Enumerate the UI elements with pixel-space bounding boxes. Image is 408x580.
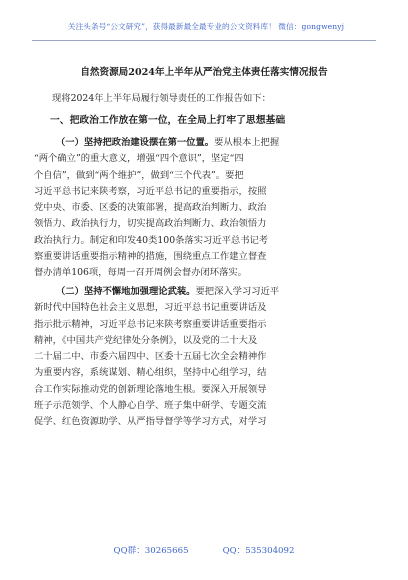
paragraph-theory-study bbox=[34, 284, 362, 431]
subsection-heading-2: （二）坚持不懈地加强理论武装。 bbox=[56, 286, 196, 297]
document-title: 自然资源局2024年上半年从严治党主体责任落实情况报告 bbox=[80, 67, 328, 78]
paragraph-line: 二十届二中、市委六届四中、区委十五届七次全会精神作 bbox=[34, 351, 267, 363]
intro-paragraph: 现将2024年上半年局履行领导责任的工作报告如下： bbox=[52, 93, 271, 104]
paragraph-line: 督办清单106项，每周一召开周例会督办闭环落实。 bbox=[34, 267, 247, 279]
paragraph-line: 察重要讲话重要指示精神的措施，围绕重点工作建立督查 bbox=[34, 251, 267, 263]
paragraph-political-construction bbox=[34, 135, 362, 282]
paragraph-line: 个自信”，做到“两个维护”，做到“三个代表”。要把 bbox=[34, 169, 244, 181]
footer-qq: QQ：535304092 bbox=[222, 546, 295, 556]
paragraph-line: “两个确立”的重大意义，增强“四个意识”，坚定“四 bbox=[34, 153, 244, 165]
paragraph-line: 指示批示精神，习近平总书记来陕考察重要讲话重要指示 bbox=[34, 318, 267, 330]
paragraph-line: 新时代中国特色社会主义思想，习近平总书记重要讲话及 bbox=[34, 302, 267, 314]
paragraph-line: 为重要内容，系统谋划、精心组织，坚持中心组学习，结 bbox=[34, 367, 267, 379]
paragraph-line: 党中央、市委、区委的决策部署，提高政治判断力、政治 bbox=[34, 202, 267, 214]
paragraph-line: 习近平总书记来陕考察，习近平总书记的重要指示，按照 bbox=[34, 185, 267, 197]
footer-contact bbox=[40, 546, 368, 557]
paragraph-text: 要从根本上把握 bbox=[214, 137, 280, 148]
subsection-heading-1: （一）坚持把政治建设摆在第一位置。 bbox=[56, 137, 215, 148]
paragraph-line: 合工作实际推动党的创新理论落地生根。要深入开展领导 bbox=[34, 383, 267, 395]
header-note: 关注头条号“公文研究”，获得最新最全最专业的公文资料库！ 微信：gongwenyj bbox=[67, 22, 345, 31]
paragraph-line: 领悟力、政治执行力，切实提高政治判断力、政治领悟力 bbox=[34, 218, 267, 230]
paragraph-line: 政治执行力。制定和印发40类100条落实习近平总书记考 bbox=[34, 234, 269, 246]
paragraph-line: 精神，《中国共产党纪律处分条例》，以及党的二十大及 bbox=[34, 334, 258, 346]
header-divider bbox=[32, 40, 376, 41]
paragraph-line bbox=[34, 135, 362, 151]
paragraph-text: 要把深入学习习近平 bbox=[195, 286, 280, 297]
paragraph-line: 班子示范领学、个人静心自学、班子集中研学、专题交流 bbox=[34, 400, 267, 412]
paragraph-line: 促学、红色资源助学、从严指导督学等学习方式，对学习 bbox=[34, 416, 267, 428]
section-heading-1: 一、把政治工作放在第一位，在全局上打牢了思想基础 bbox=[50, 115, 286, 126]
paragraph-line bbox=[34, 284, 362, 300]
footer-qq-group: QQ群：30265665 bbox=[113, 546, 189, 556]
